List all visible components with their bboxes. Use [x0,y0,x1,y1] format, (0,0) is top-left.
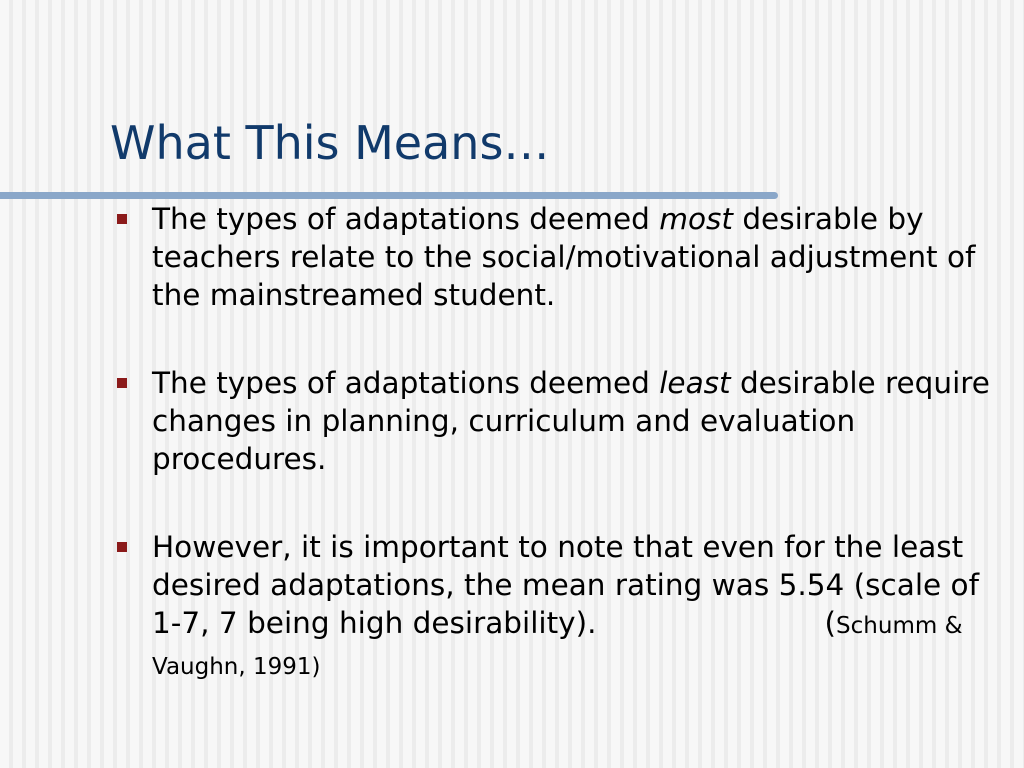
bullet-item-mean-rating [110,528,1000,686]
bullet-item-least-desirable [110,364,1000,478]
bullet-emphasis: most [659,202,733,236]
bullet-text-before: The types of adaptations deemed [152,202,660,236]
title-underline [0,192,778,199]
bullet-emphasis: least [659,366,731,400]
bullet-text: However, it is important to note that even for the least desired adaptations, the mean rating was 5.54 (scale of 1-7, 7 being high desirability). [152,530,979,640]
square-bullet-icon [117,542,127,552]
square-bullet-icon [117,214,127,224]
bullet-text-after: desirable require changes in planning, curriculum and evaluation procedures. [152,366,990,476]
bullet-text-before: The types of adaptations deemed [152,366,660,400]
square-bullet-icon [117,378,127,388]
citation: Schumm & Vaughn, 1991) [152,613,963,680]
slide-title: What This Means… [110,116,550,170]
bullet-item-most-desirable [110,200,1000,314]
bullet-text-after: desirable by teachers relate to the social/motivational adjustment of the mainstreamed student. [152,202,976,312]
bullet-list [110,200,1000,686]
citation-open-paren: ( [824,606,837,640]
